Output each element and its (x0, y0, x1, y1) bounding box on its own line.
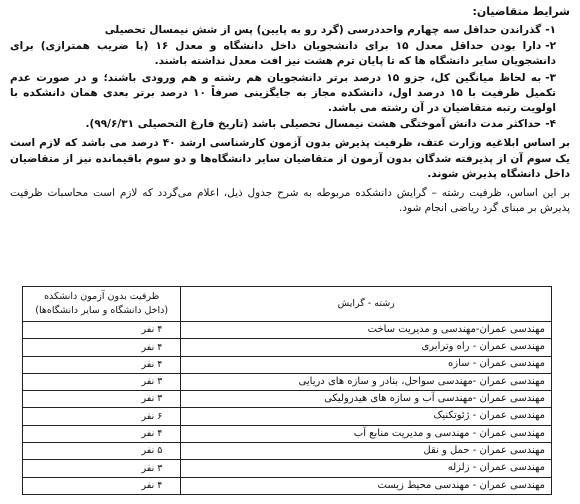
table-row (23, 443, 552, 460)
capacity-cell: ۴ نفر (23, 477, 181, 494)
conditions-list (10, 23, 570, 133)
table-row (23, 408, 552, 425)
table-row (23, 322, 552, 339)
capacity-cell: ۴ نفر (23, 356, 181, 373)
field-cell: مهندسی عمران -مهندسی آب و سازه های هیدرولیکی (181, 391, 552, 408)
field-cell: مهندسی عمران - ژئوتکنیک (181, 408, 552, 425)
header-capacity-line2: (داخل دانشگاه و سایر دانشگاه‌ها) (35, 305, 169, 316)
field-cell: مهندسی عمران - مهندسی محیط زیست (181, 477, 552, 494)
field-cell: مهندسی عمران-مهندسی و مدیریت ساخت (181, 322, 552, 339)
field-cell: مهندسی عمران - زلزله (181, 460, 552, 477)
condition-item (10, 117, 556, 132)
condition-number: ۲- (545, 40, 556, 53)
condition-text: گذراندن حداقل سه چهارم واحددرسی (گرد رو به پایین) پس از شش نیمسال تحصیلی (104, 23, 542, 36)
capacity-cell: ۳ نفر (23, 391, 181, 408)
condition-text: به لحاظ میانگین کل، جزو ۱۵ درصد برتر دانشجویان هم رشته و هم ورودی باشند؛ و در صورت عدم تکمیل ظرفیت با ۱۵ درصد اول، دانشکده مجاز به جایگزینی صرفاً ۱۰ درصد برتر بعدی همان دانشکده با اولویت رتبه متقاضیان در آن رشته می باشد. (10, 71, 556, 115)
condition-text: دارا بودن حداقل معدل ۱۵ برای دانشجویان داخل دانشگاه و معدل ۱۶ (با ضریب همترازی) برای دانشجویان سایر دانشگاه ها که تا پایان ترم هشت نیز افت معدل نداشته باشند. (10, 40, 556, 68)
condition-item (10, 71, 556, 117)
header-capacity (23, 287, 181, 322)
condition-text: حداکثر مدت دانش آموختگی هشت نیمسال تحصیلی باشد (تاریخ فارغ التحصیلی ۹۹/۶/۳۱). (85, 118, 542, 131)
field-cell: مهندسی عمران - حمل و نقل (181, 443, 552, 460)
conditions-heading: شرایط متقاضیان: (472, 5, 570, 18)
header-field: رشته - گرایش (181, 287, 552, 322)
capacity-cell: ۵ نفر (23, 443, 181, 460)
field-cell: مهندسی عمران - سازه (181, 356, 552, 373)
condition-number: ۱- (545, 23, 556, 36)
capacity-cell: ۳ نفر (23, 460, 181, 477)
table-row (23, 339, 552, 356)
field-cell: مهندسی عمران -مهندسی سواحل، بنادر و سازه های دریایی (181, 373, 552, 390)
table-row (23, 356, 552, 373)
table-row (23, 391, 552, 408)
field-cell: مهندسی عمران - مهندسی و مدیریت منابع آب (181, 425, 552, 442)
table-row (23, 460, 552, 477)
condition-number: ۴- (545, 118, 556, 131)
condition-number: ۳- (545, 71, 556, 84)
capacity-cell: ۴ نفر (23, 322, 181, 339)
table-row (23, 373, 552, 390)
capacity-paragraph: بر اساس ابلاغیه وزارت عتف، ظرفیت پذیرش بدون آزمون کارشناسی ارشد ۴۰ درصد می باشد که لازم است یک سوم آن از پذیرفته شدگان بدون آزمون از متقاضیان سایر دانشگاه‌ها و دو سوم باقیمانده نیز از متقاضیان داخل دانشگاه پذیرش شوند. (10, 137, 570, 180)
header-capacity-line1: ظرفیت بدون آزمون دانشکده (44, 291, 160, 303)
capacity-cell: ۳ نفر (23, 373, 181, 390)
condition-item (10, 23, 556, 38)
field-cell: مهندسی عمران - راه وترابری (181, 339, 552, 356)
capacity-cell: ۴ نفر (23, 339, 181, 356)
table-row (23, 477, 552, 494)
capacity-cell: ۴ نفر (23, 425, 181, 442)
condition-item (10, 39, 556, 69)
table-row (23, 425, 552, 442)
table-intro-paragraph: بر این اساس، ظرفیت رشته – گرایش دانشکده مربوطه به شرح جدول ذیل، اعلام می‌گردد که لازم است محاسبات ظرفیت پذیرش بر مبنای گرد ریاضی انجام شود. (10, 187, 570, 215)
capacity-cell: ۶ نفر (23, 408, 181, 425)
capacity-table (22, 286, 552, 495)
table-header-row (23, 287, 552, 322)
